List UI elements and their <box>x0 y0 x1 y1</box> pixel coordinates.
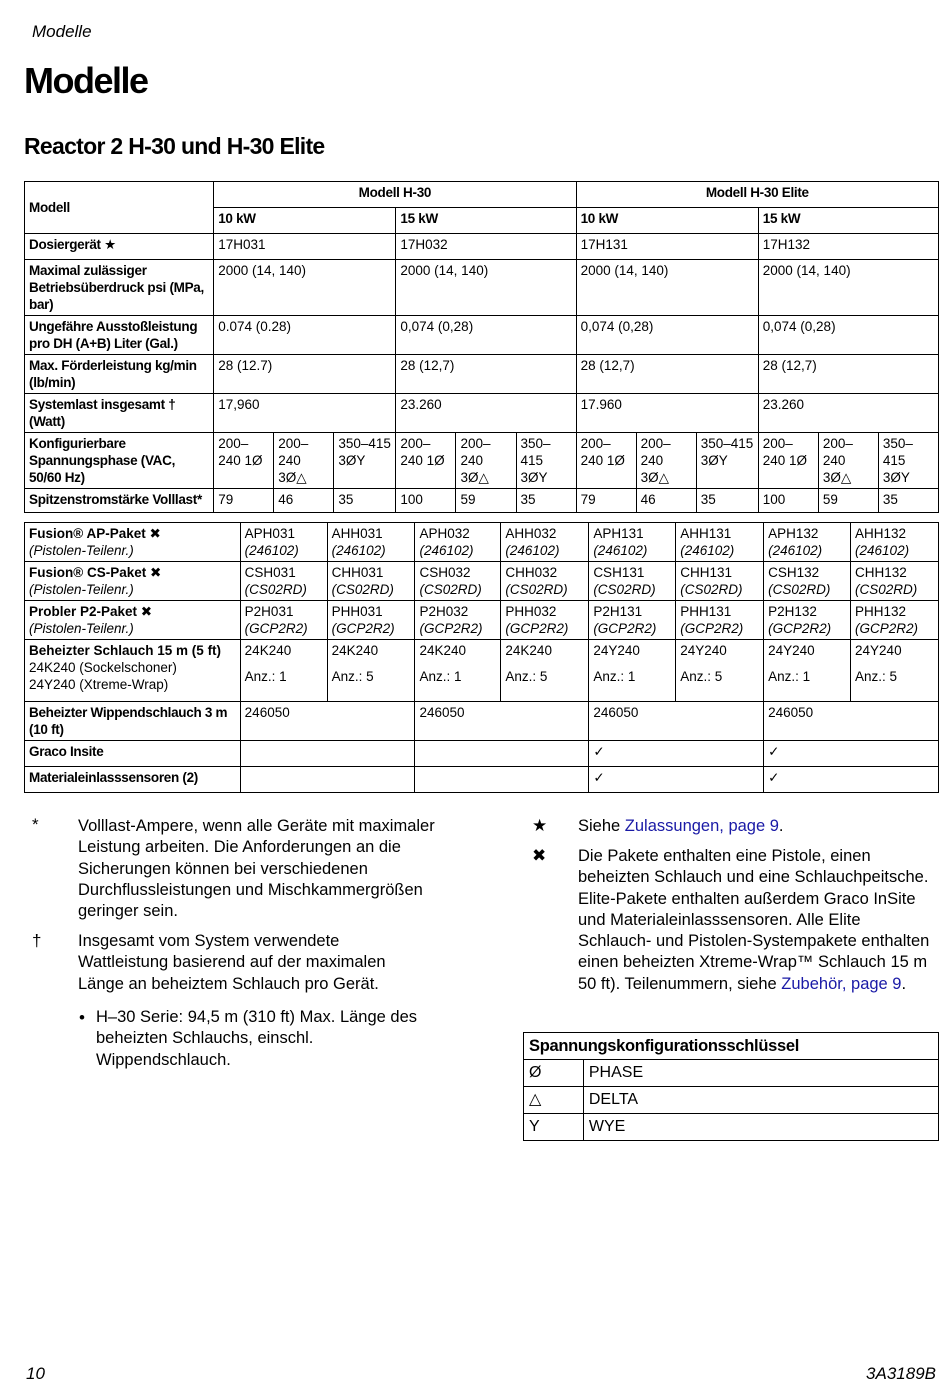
package-cell <box>589 601 676 640</box>
hose-cell <box>764 640 851 702</box>
part-code: APH131 <box>593 526 644 541</box>
gun-part: (CS02RD) <box>768 582 831 597</box>
note-text: Siehe <box>578 817 625 835</box>
row-label: Max. Förderleistung kg/min (lb/min) <box>25 355 214 394</box>
phase-cell: 350–415 3ØY <box>334 433 396 489</box>
package-cell <box>764 523 851 562</box>
package-cell <box>501 523 589 562</box>
packages-table <box>24 522 939 793</box>
cell <box>240 741 415 767</box>
phase-cell: 350–415 3ØY <box>516 433 576 489</box>
quantity: Anz.: 5 <box>855 669 898 684</box>
cell: 28 (12,7) <box>758 355 938 394</box>
phase-cell: 350–415 3ØY <box>696 433 758 489</box>
package-cell <box>676 562 764 601</box>
hose-cell <box>589 640 676 702</box>
cell: ✓ <box>764 741 939 767</box>
gun-part: (GCP2R2) <box>855 621 919 636</box>
cell: 17.960 <box>576 394 758 433</box>
part-code: 24Y240 <box>680 643 727 658</box>
cell: 46 <box>636 489 696 513</box>
part-code: APH132 <box>768 526 819 541</box>
group-elite: Modell H-30 Elite <box>576 182 938 208</box>
row-label: Dosiergerät ★ <box>25 234 214 260</box>
part-code: AHH032 <box>505 526 557 541</box>
section-title: Reactor 2 H-30 und H-30 Elite <box>24 133 325 159</box>
cell: 2000 (14, 140) <box>576 260 758 316</box>
package-cell <box>764 562 851 601</box>
kw-cell: 10 kW <box>576 208 758 234</box>
cell: 246050 <box>764 702 939 741</box>
note-text: . <box>901 974 907 993</box>
key-name: WYE <box>583 1114 938 1141</box>
package-cell <box>676 523 764 562</box>
row-label: Graco Insite <box>25 741 241 767</box>
package-cell <box>327 601 415 640</box>
gun-part: (246102) <box>855 543 910 558</box>
gun-part: (246102) <box>593 543 648 558</box>
cell: 79 <box>214 489 274 513</box>
gun-part: (GCP2R2) <box>593 621 657 636</box>
phase-cell: 200–240 3Ø△ <box>456 433 516 489</box>
package-cell <box>240 601 327 640</box>
package-cell <box>589 562 676 601</box>
key-name: DELTA <box>583 1087 938 1114</box>
note-symbol: † <box>32 931 42 950</box>
bullet-symbol: • <box>79 1008 85 1027</box>
part-code: PHH031 <box>331 604 383 619</box>
quantity: Anz.: 1 <box>419 669 462 684</box>
gun-part: (246102) <box>419 543 474 558</box>
package-cell <box>415 601 501 640</box>
part-code: AHH131 <box>680 526 732 541</box>
cell: ✓ <box>589 741 764 767</box>
row-label: Systemlast insgesamt † (Watt) <box>25 394 214 433</box>
quantity: Anz.: 5 <box>680 669 723 684</box>
cell: 246050 <box>240 702 415 741</box>
note-hose-length: H–30 Serie: 94,5 m (310 ft) Max. Länge des beheizten Schlauchs, einschl. Wippendschlauch. <box>96 1008 418 1069</box>
gun-part: (CS02RD) <box>855 582 918 597</box>
cell: 17,960 <box>214 394 396 433</box>
package-cell <box>501 562 589 601</box>
key-symbol: Y <box>524 1114 584 1141</box>
package-cell <box>851 601 939 640</box>
cell: 2000 (14, 140) <box>396 260 576 316</box>
key-symbol: △ <box>524 1087 584 1114</box>
part-code: CHH132 <box>855 565 907 580</box>
cell: 17H132 <box>758 234 938 260</box>
cell <box>415 767 589 793</box>
part-code: AHH031 <box>331 526 383 541</box>
part-code: 24Y240 <box>593 643 640 658</box>
part-code: P2H032 <box>419 604 469 619</box>
gun-part: (CS02RD) <box>419 582 482 597</box>
note-text: . <box>778 817 784 835</box>
cell: 35 <box>696 489 758 513</box>
part-code: CHH032 <box>505 565 558 580</box>
part-code: CHH031 <box>331 565 384 580</box>
cell <box>240 767 415 793</box>
row-sublabel: 24K240 (Sockelschoner) <box>29 660 177 675</box>
package-cell <box>240 562 327 601</box>
models-table <box>24 181 939 513</box>
gun-part: (GCP2R2) <box>768 621 832 636</box>
note-approvals <box>578 816 938 837</box>
cell: 17H032 <box>396 234 576 260</box>
row-label: Ungefähre Ausstoßleistung pro DH (A+B) Liter (Gal.) <box>25 316 214 355</box>
part-code: CSH032 <box>419 565 471 580</box>
cell: 0,074 (0,28) <box>576 316 758 355</box>
cell: 23.260 <box>758 394 938 433</box>
gun-part: (GCP2R2) <box>505 621 569 636</box>
document-number: 3A3189B <box>866 1364 936 1383</box>
cell: 35 <box>878 489 938 513</box>
accessories-link[interactable]: Zubehör, page 9 <box>781 974 902 993</box>
quantity: Anz.: 1 <box>593 669 636 684</box>
package-cell <box>676 601 764 640</box>
cell: 28 (12.7) <box>214 355 396 394</box>
hose-cell <box>327 640 415 702</box>
cell: 59 <box>818 489 878 513</box>
row-sublabel: (Pistolen-Teilenr.) <box>29 543 134 558</box>
gun-part: (246102) <box>505 543 560 558</box>
cross-icon: ✖ <box>532 846 547 865</box>
gun-part: (GCP2R2) <box>680 621 744 636</box>
gun-part: (CS02RD) <box>680 582 743 597</box>
gun-part: (CS02RD) <box>244 582 307 597</box>
row-label: Spitzenstromstärke Volllast* <box>25 489 214 513</box>
row-label: Fusion® AP-Paket ✖ <box>29 526 161 541</box>
cell: 79 <box>576 489 636 513</box>
part-code: 24K240 <box>331 643 379 658</box>
gun-part: (246102) <box>768 543 823 558</box>
cell <box>415 741 589 767</box>
part-code: P2H131 <box>593 604 643 619</box>
cell: 46 <box>274 489 334 513</box>
part-code: 24K240 <box>244 643 292 658</box>
package-cell <box>851 562 939 601</box>
cell: ✓ <box>589 767 764 793</box>
row-label: Maximal zulässiger Betriebsüberdruck psi (MPa, bar) <box>25 260 214 316</box>
package-cell <box>415 562 501 601</box>
gun-part: (246102) <box>680 543 735 558</box>
part-code: PHH131 <box>680 604 732 619</box>
part-code: 24Y240 <box>768 643 815 658</box>
row-label: Konfigurierbare Spannungsphase (VAC, 50/60 Hz) <box>25 433 214 489</box>
quantity: Anz.: 1 <box>768 669 811 684</box>
row-header <box>25 523 241 562</box>
kw-cell: 10 kW <box>214 208 396 234</box>
page-number: 10 <box>26 1364 45 1383</box>
package-cell <box>851 523 939 562</box>
part-code: AHH132 <box>855 526 907 541</box>
package-cell <box>764 601 851 640</box>
cell: ✓ <box>764 767 939 793</box>
key-title: Spannungskonfigurationsschlüssel <box>524 1033 939 1060</box>
part-code: PHH132 <box>855 604 907 619</box>
note-packages <box>578 846 938 995</box>
hose-cell <box>501 640 589 702</box>
part-code: CSH131 <box>593 565 645 580</box>
hose-cell <box>415 640 501 702</box>
kw-cell: 15 kW <box>758 208 938 234</box>
approvals-link[interactable]: Zulassungen, page 9 <box>624 817 779 835</box>
package-cell <box>240 523 327 562</box>
row-sublabel: 24Y240 (Xtreme-Wrap) <box>29 677 169 692</box>
part-code: 24K240 <box>419 643 467 658</box>
note-text: Die Pakete enthalten eine Pistole, einen beheizten Schlauch und eine Schlauchpeitsche. Elite-Pakete enthalten außerdem Graco InSite und Materialeinlasssensoren. Alle Elite Schlauch- und Pistolen-Systempakete enthalten einen beheizten Xtreme-Wrap™ Schlauch 15 m 50 ft). Teilenummern, siehe <box>578 847 930 993</box>
hose-cell <box>240 640 327 702</box>
key-symbol: Ø <box>524 1060 584 1087</box>
hose-cell <box>676 640 764 702</box>
cell: 59 <box>456 489 516 513</box>
part-code: P2H132 <box>768 604 817 619</box>
part-code: APH031 <box>244 526 295 541</box>
part-code: CSH031 <box>244 565 296 580</box>
kw-cell: 15 kW <box>396 208 576 234</box>
phase-cell: 200–240 3Ø△ <box>818 433 878 489</box>
key-name: PHASE <box>583 1060 938 1087</box>
row-label: Probler P2-Paket ✖ <box>29 604 153 619</box>
part-code: 24Y240 <box>855 643 902 658</box>
package-cell <box>501 601 589 640</box>
cell: 28 (12,7) <box>396 355 576 394</box>
model-label: Modell <box>25 182 214 234</box>
cell: 35 <box>334 489 396 513</box>
phase-cell: 200–240 1Ø <box>758 433 818 489</box>
part-code: APH032 <box>419 526 470 541</box>
cell: 35 <box>516 489 576 513</box>
cell: 0.074 (0.28) <box>214 316 396 355</box>
row-header <box>25 640 241 702</box>
group-h30: Modell H-30 <box>214 182 576 208</box>
gun-part: (CS02RD) <box>331 582 394 597</box>
phase-cell: 200–240 1Ø <box>214 433 274 489</box>
cell: 2000 (14, 140) <box>214 260 396 316</box>
gun-part: (CS02RD) <box>505 582 568 597</box>
quantity: Anz.: 1 <box>244 669 287 684</box>
phase-cell: 200–240 3Ø△ <box>636 433 696 489</box>
package-cell <box>327 562 415 601</box>
cell: 246050 <box>589 702 764 741</box>
cell: 0,074 (0,28) <box>396 316 576 355</box>
part-code: P2H031 <box>244 604 294 619</box>
note-amps: Volllast-Ampere, wenn alle Geräte mit maximaler Leistung arbeiten. Die Anforderungen an die Sicherungen können bei verschiedenen Durchflussleistungen und Mischkammergrößen geringer sein. <box>78 817 435 921</box>
cell: 246050 <box>415 702 589 741</box>
phase-cell: 350–415 3ØY <box>878 433 938 489</box>
voltage-key-table <box>523 1032 939 1141</box>
row-sublabel: (Pistolen-Teilenr.) <box>29 621 134 636</box>
gun-part: (GCP2R2) <box>419 621 483 636</box>
cell: 17H131 <box>576 234 758 260</box>
cell: 23.260 <box>396 394 576 433</box>
cell: 100 <box>758 489 818 513</box>
gun-part: (CS02RD) <box>593 582 656 597</box>
row-label: Materialeinlasssensoren (2) <box>25 767 241 793</box>
cell: 28 (12,7) <box>576 355 758 394</box>
phase-cell: 200–240 1Ø <box>396 433 456 489</box>
part-code: CSH132 <box>768 565 820 580</box>
note-watts: Insgesamt vom System verwendete Wattleistung basierend auf der maximalen Länge an beheiztem Schlauch pro Gerät. <box>78 932 386 993</box>
cell: 0,074 (0,28) <box>758 316 938 355</box>
hose-cell <box>851 640 939 702</box>
gun-part: (246102) <box>244 543 299 558</box>
row-header <box>25 562 241 601</box>
phase-cell: 200–240 1Ø <box>576 433 636 489</box>
phase-cell: 200–240 3Ø△ <box>274 433 334 489</box>
gun-part: (GCP2R2) <box>331 621 395 636</box>
row-sublabel: (Pistolen-Teilenr.) <box>29 582 134 597</box>
gun-part: (246102) <box>331 543 386 558</box>
part-code: 24K240 <box>505 643 552 658</box>
part-code: CHH131 <box>680 565 732 580</box>
running-header: Modelle <box>32 22 92 41</box>
note-symbol: * <box>32 815 39 834</box>
cell: 100 <box>396 489 456 513</box>
package-cell <box>415 523 501 562</box>
gun-part: (GCP2R2) <box>244 621 308 636</box>
row-label: Beheizter Wippendschlauch 3 m (10 ft) <box>25 702 241 741</box>
row-label: Fusion® CS-Paket ✖ <box>29 565 162 580</box>
package-cell <box>589 523 676 562</box>
row-header <box>25 601 241 640</box>
row-label: Beheizter Schlauch 15 m (5 ft) <box>29 643 222 658</box>
package-cell <box>327 523 415 562</box>
part-code: PHH032 <box>505 604 557 619</box>
star-icon: ★ <box>532 816 548 835</box>
quantity: Anz.: 5 <box>505 669 548 684</box>
cell: 2000 (14, 140) <box>758 260 938 316</box>
page-title: Modelle <box>24 60 148 101</box>
cell: 17H031 <box>214 234 396 260</box>
quantity: Anz.: 5 <box>331 669 374 684</box>
